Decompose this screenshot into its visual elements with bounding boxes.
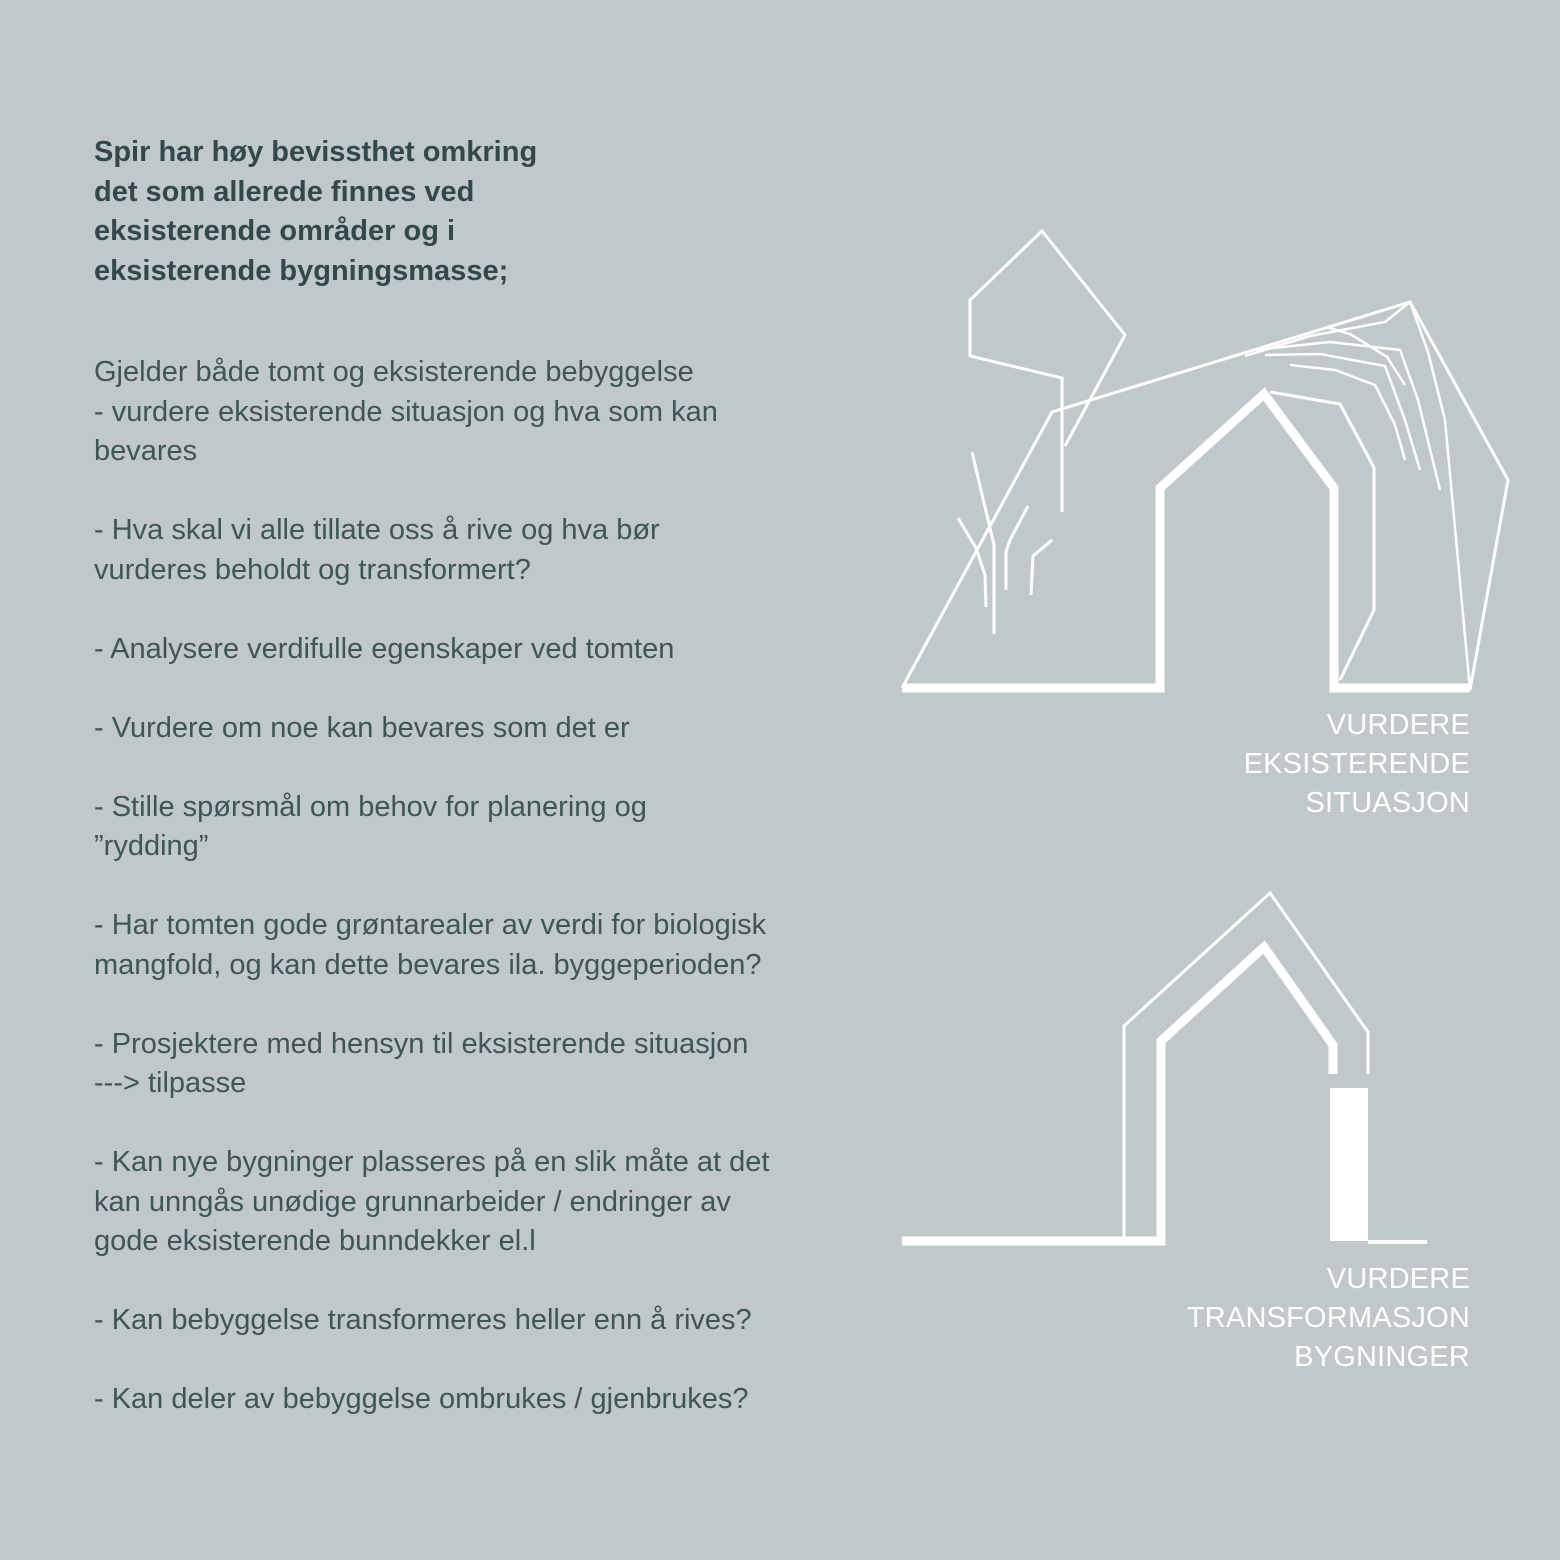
caption-existing-situation bbox=[1070, 706, 1470, 823]
caption-transformation bbox=[1070, 1260, 1470, 1377]
text-line: - Kan bebyggelse transformeres heller enn å rives? bbox=[94, 1304, 752, 1336]
text-line: - Analysere verdifulle egenskaper ved tomten bbox=[94, 632, 675, 665]
text-line: Gjelder både tomt og eksisterende bebyggelse bbox=[94, 356, 694, 388]
heading-line: eksisterende områder og i bbox=[94, 215, 456, 247]
text-line: - Hva skal vi alle tillate oss å rive og hva bør bbox=[94, 514, 660, 546]
heading-line: Spir har høy bevissthet omkring bbox=[94, 136, 538, 168]
text-line: bevares bbox=[94, 435, 198, 467]
text-line: ---> tilpasse bbox=[94, 1067, 247, 1099]
house-new-outline bbox=[902, 947, 1333, 1241]
text-line: ”rydding” bbox=[94, 830, 209, 862]
caption-line: TRANSFORMASJON bbox=[1186, 1302, 1470, 1334]
text-line: - Kan nye bygninger plasseres på en slik måte at det bbox=[94, 1146, 770, 1178]
text-line: - Stille spørsmål om behov for planering og bbox=[94, 790, 647, 823]
text-line: mangfold, og kan dette bevares ila. byggeperioden? bbox=[94, 948, 762, 981]
heading-line: det som allerede finnes ved bbox=[94, 175, 475, 208]
caption-line: BYGNINGER bbox=[1294, 1341, 1470, 1373]
text-line: - Vurdere om noe kan bevares som det er bbox=[94, 711, 630, 744]
caption-line: EKSISTERENDE bbox=[1243, 748, 1470, 780]
text-line: kan unngås unødige grunnarbeider / endringer av bbox=[94, 1185, 731, 1218]
text-line: vurderes beholdt og transformert? bbox=[94, 553, 531, 586]
text-line: - Kan deler av bebyggelse ombrukes / gjenbrukes? bbox=[94, 1383, 749, 1415]
heading-line: eksisterende bygningsmasse; bbox=[94, 254, 509, 287]
text-line: - Prosjektere med hensyn til eksisterende situasjon bbox=[94, 1027, 749, 1060]
house-pillar bbox=[1330, 1088, 1368, 1241]
text-line: - vurdere eksisterende situasjon og hva som kan bbox=[94, 395, 718, 428]
caption-line: VURDERE bbox=[1326, 709, 1470, 741]
caption-line: SITUASJON bbox=[1305, 787, 1470, 819]
caption-line: VURDERE bbox=[1326, 1263, 1470, 1295]
text-line: gode eksisterende bunndekker el.l bbox=[94, 1225, 536, 1257]
text-line: - Har tomten gode grøntarealer av verdi for biologisk bbox=[94, 909, 767, 941]
